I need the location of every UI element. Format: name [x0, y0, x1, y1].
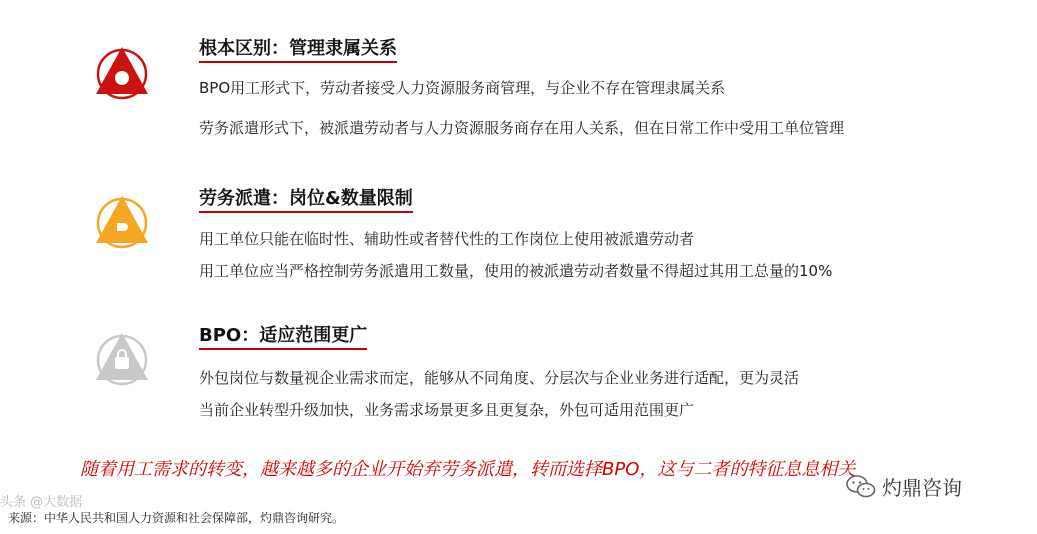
section-heading: 劳务派遣：岗位&数量限制 [199, 184, 413, 213]
watermark: 头条 @大数据 [0, 495, 83, 510]
orange-triangle-icon [94, 193, 150, 249]
section-line: 用工单位只能在临时性、辅助性或者替代性的工作岗位上使用被派遣劳动者 [199, 230, 695, 248]
conclusion-text: 随着用工需求的转变，越来越多的企业开始弃劳务派遣，转而选择BPO，这与二者的特征息息相关 [80, 459, 856, 480]
brand-logo [846, 472, 962, 501]
section-line: 用工单位应当严格控制劳务派遣用工数量，使用的被派遣劳动者数量不得超过其用工总量的10% [199, 262, 833, 280]
source-note: 来源：中华人民共和国人力资源和社会保障部，灼鼎咨询研究。 [8, 511, 345, 525]
section-line: 劳务派遣形式下，被派遣劳动者与人力资源服务商存在用人关系，但在日常工作中受用工单位管理 [199, 119, 845, 137]
gray-triangle-icon [94, 330, 150, 386]
section-line: 外包岗位与数量视企业需求而定，能够从不同角度、分层次与企业业务进行适配，更为灵活 [199, 369, 800, 387]
section-line: BPO用工形式下，劳动者接受人力资源服务商管理，与企业不存在管理隶属关系 [199, 79, 726, 97]
red-triangle-icon [94, 44, 150, 100]
section-line: 当前企业转型升级加快，业务需求场景更多且更复杂，外包可适用范围更广 [199, 401, 695, 419]
section-heading: BPO：适应范围更广 [199, 321, 367, 350]
section-heading: 根本区别：管理隶属关系 [199, 34, 397, 63]
wechat-icon [846, 474, 876, 500]
brand-name: 灼鼎咨询 [882, 476, 962, 500]
